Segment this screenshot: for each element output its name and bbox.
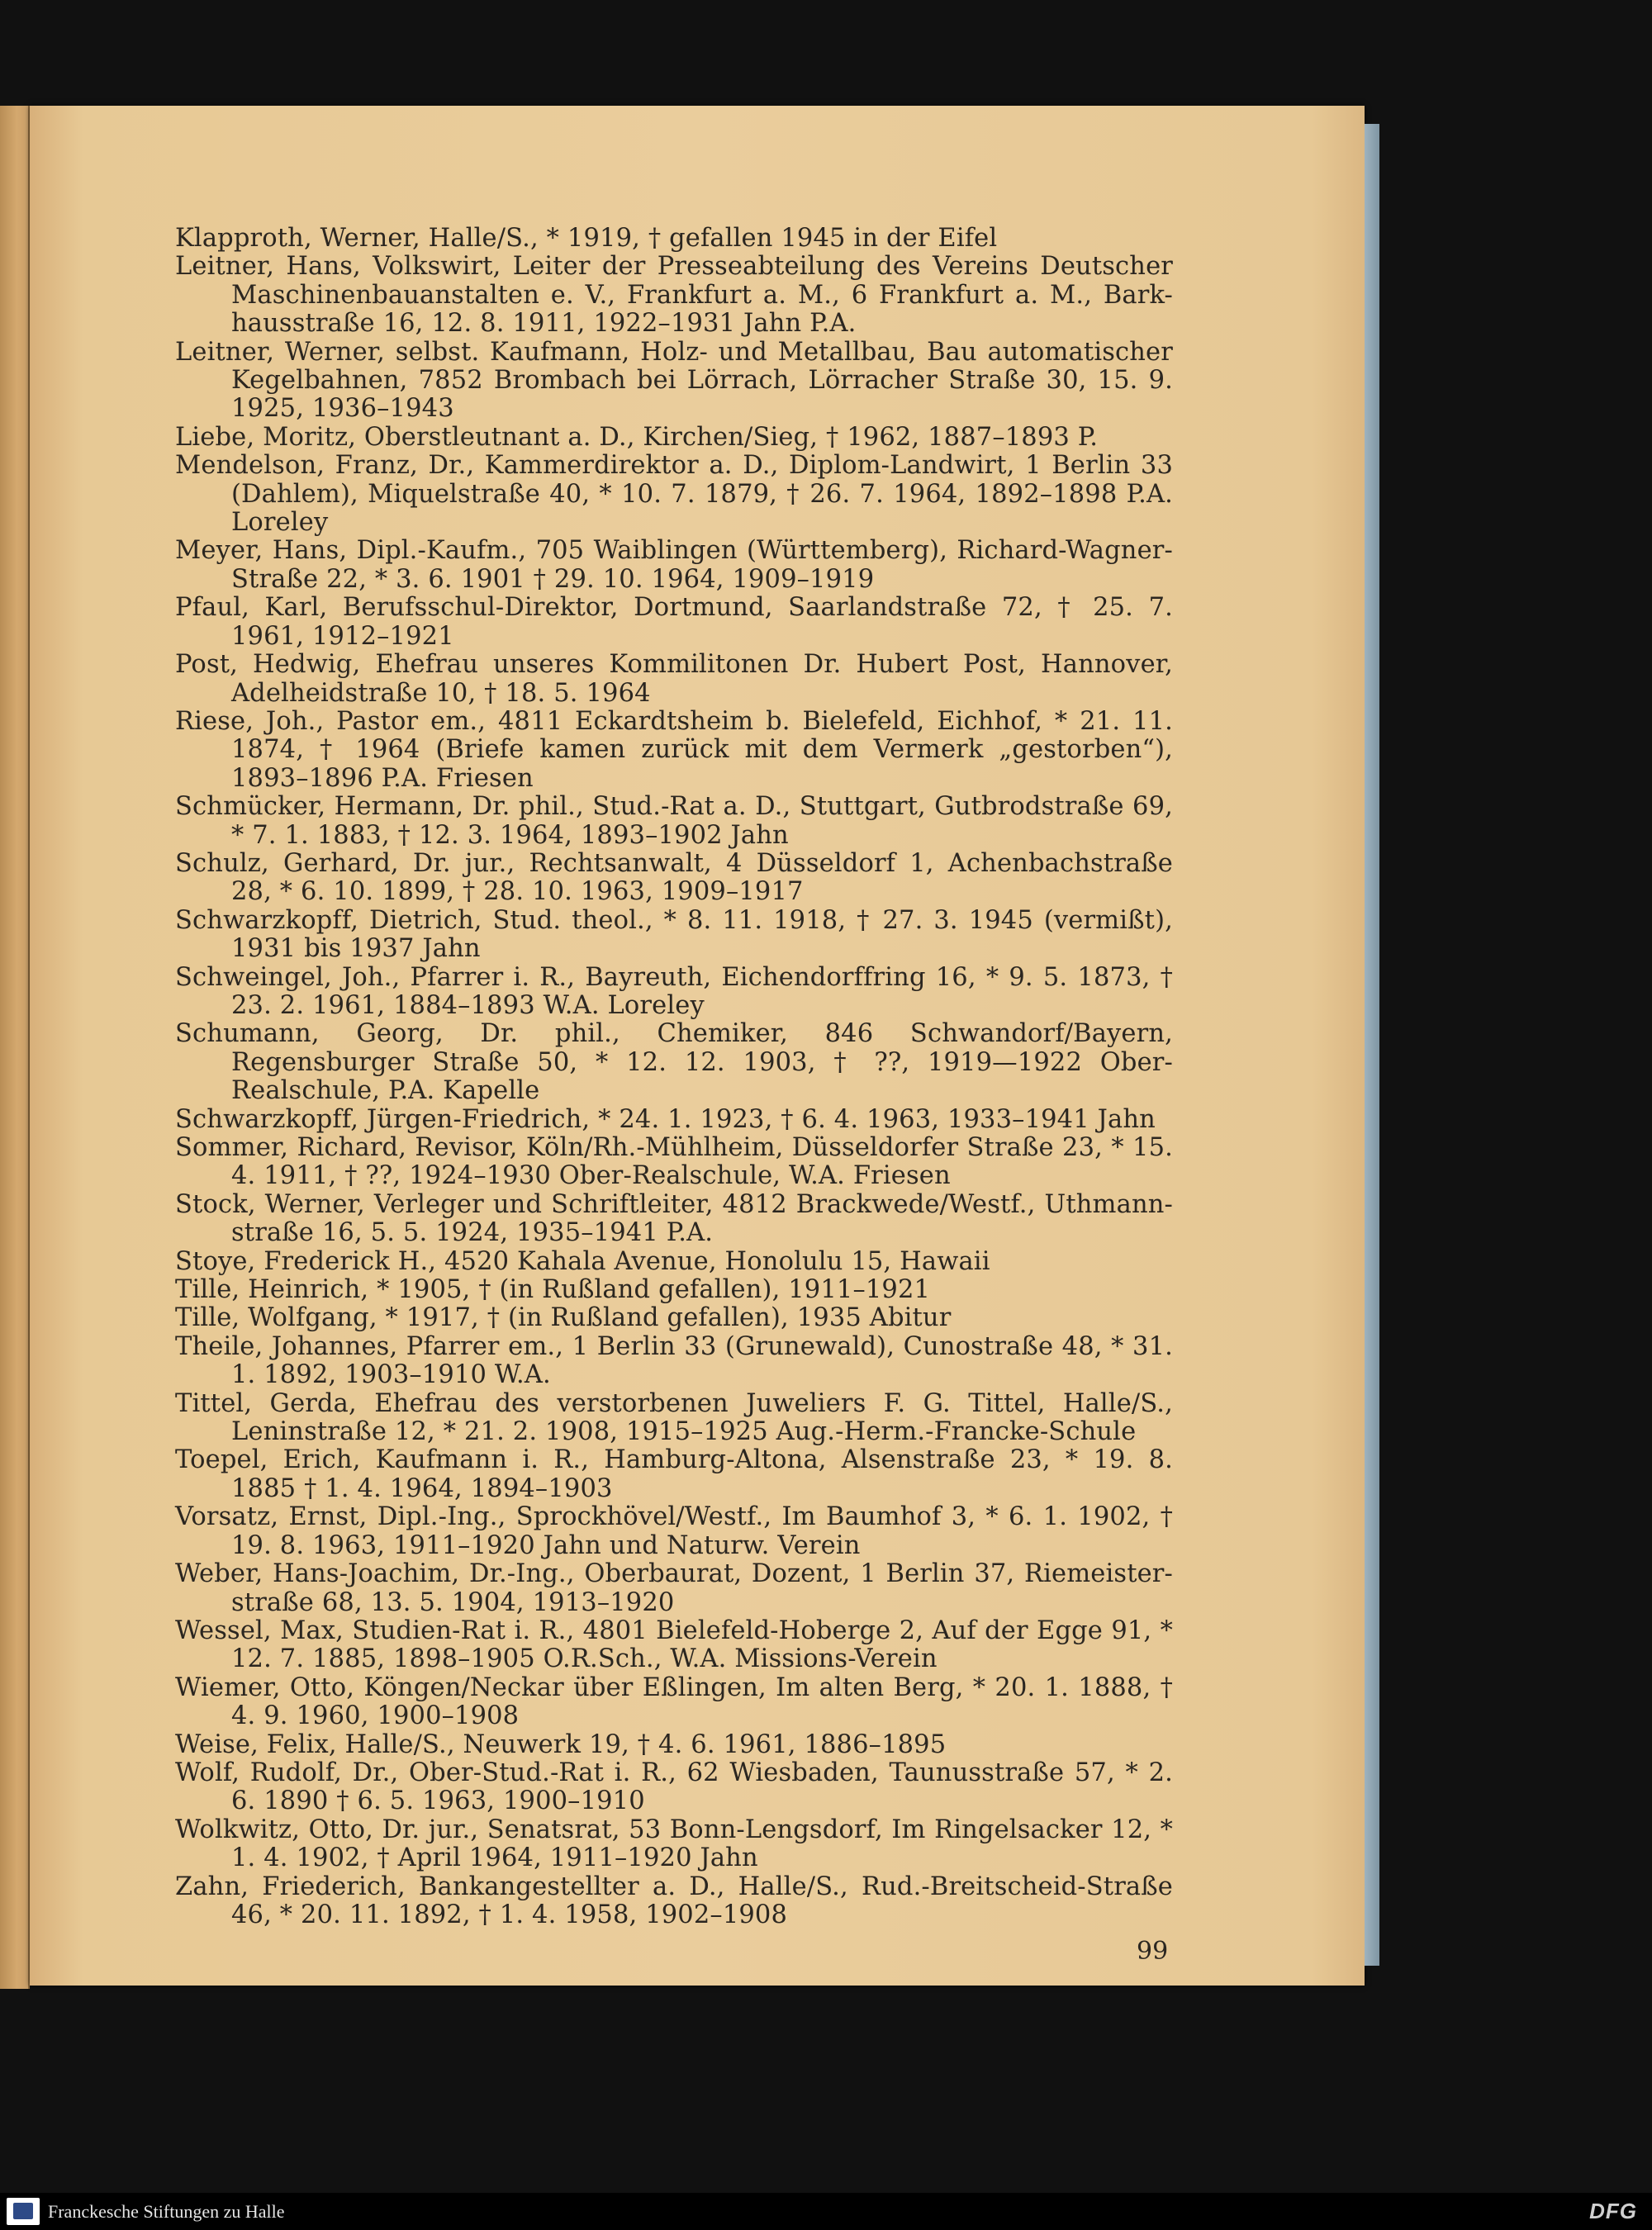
list-entry: Wolkwitz, Otto, Dr. jur., Senatsrat, 53 Bonn-Lengsdorf, Im Ringelsacker 12, * 1. 4. 1902, † April 1964, 1911–1920 Jahn <box>175 1815 1173 1873</box>
institution-logo-icon <box>7 2198 40 2225</box>
list-entry: Tille, Heinrich, * 1905, † (in Rußland gefallen), 1911–1921 <box>175 1275 931 1305</box>
list-entry: Weise, Felix, Halle/S., Neuwerk 19, † 4. 6. 1961, 1886–1895 <box>175 1729 947 1759</box>
list-entry: Leitner, Werner, selbst. Kaufmann, Holz- und Metallbau, Bau automatischer Kegelbahnen, 7852 Brombach bei Lörrach, Lörracher Straße 30, 15. 9. 1925, 1936–1943 <box>175 337 1173 424</box>
viewer-footer <box>0 2193 1652 2230</box>
dfg-logo: DFG <box>1589 2199 1637 2223</box>
list-entry: Sommer, Richard, Revisor, Köln/Rh.-Mühlheim, Düsseldorfer Straße 23, * 15. 4. 1911, † ??, 1924–1930 Ober-Realschule, W.A. Friesen <box>175 1133 1173 1191</box>
list-entry: Klapproth, Werner, Halle/S., * 1919, † gefallen 1945 in der Eifel <box>175 224 998 253</box>
list-entry: Schumann, Georg, Dr. phil., Chemiker, 846 Schwandorf/Bayern, Regensburger Straße 50, * 12. 12. 1903, † ??, 1919—1922 Ober-Realschule, P.A. Kapelle <box>175 1019 1173 1106</box>
member-list <box>175 225 1173 1929</box>
list-entry: Wessel, Max, Studien-Rat i. R., 4801 Bielefeld-Hoberge 2, Auf der Egge 91, * 12. 7. 1885, 1898–1905 O.R.Sch., W.A. Missions-Verein <box>175 1616 1173 1674</box>
list-entry: Pfaul, Karl, Berufsschul-Direktor, Dortmund, Saarlandstraße 72, † 25. 7. 1961, 1912–1921 <box>175 593 1173 651</box>
list-entry: Stock, Werner, Verleger und Schriftleiter, 4812 Brackwede/Westf., Uthmann-straße 16, 5. 5. 1924, 1935–1941 P.A. <box>175 1189 1173 1248</box>
list-entry: Mendelson, Franz, Dr., Kammerdirektor a. D., Diplom-Landwirt, 1 Berlin 33 (Dahlem), Miquelstraße 40, * 10. 7. 1879, † 26. 7. 1964, 1892–1898 P.A. Loreley <box>175 451 1173 538</box>
list-entry: Toepel, Erich, Kaufmann i. R., Hamburg-Altona, Alsenstraße 23, * 19. 8. 1885 † 1. 4. 1964, 1894–1903 <box>175 1445 1173 1503</box>
right-page-edge <box>1365 124 1379 1966</box>
list-entry: Schweingel, Joh., Pfarrer i. R., Bayreuth, Eichendorffring 16, * 9. 5. 1873, † 23. 2. 1961, 1884–1893 W.A. Loreley <box>175 962 1173 1020</box>
list-entry: Tille, Wolfgang, * 1917, † (in Rußland gefallen), 1935 Abitur <box>175 1303 952 1333</box>
list-entry: Leitner, Hans, Volkswirt, Leiter der Presseabteilung des Vereins Deutscher Maschinenbauanstalten e. V., Frankfurt a. M., 6 Frankfurt a. M., Bark-hausstraße 16, 12. 8. 1911, 1922–1931 Jahn P.A. <box>175 252 1173 339</box>
list-entry: Meyer, Hans, Dipl.-Kaufm., 705 Waiblingen (Württemberg), Richard-Wagner-Straße 22, * 3. 6. 1901 † 29. 10. 1964, 1909–1919 <box>175 536 1173 594</box>
list-entry: Tittel, Gerda, Ehefrau des verstorbenen Juweliers F. G. Tittel, Halle/S., Leninstraße 12, * 21. 2. 1908, 1915–1925 Aug.-Herm.-Francke-Schule <box>175 1388 1173 1447</box>
list-entry: Theile, Johannes, Pfarrer em., 1 Berlin 33 (Grunewald), Cunostraße 48, * 31. 1. 1892, 1903–1910 W.A. <box>175 1331 1173 1390</box>
list-entry: Vorsatz, Ernst, Dipl.-Ing., Sprockhövel/Westf., Im Baumhof 3, * 6. 1. 1902, † 19. 8. 1963, 1911–1920 Jahn und Naturw. Verein <box>175 1502 1173 1560</box>
list-entry: Schulz, Gerhard, Dr. jur., Rechtsanwalt, 4 Düsseldorf 1, Achenbachstraße 28, * 6. 10. 1899, † 28. 10. 1963, 1909–1917 <box>175 848 1173 907</box>
left-page-edge <box>0 106 30 1989</box>
list-entry: Wiemer, Otto, Köngen/Neckar über Eßlingen, Im alten Berg, * 20. 1. 1888, † 4. 9. 1960, 1900–1908 <box>175 1672 1173 1731</box>
list-entry: Weber, Hans-Joachim, Dr.-Ing., Oberbaurat, Dozent, 1 Berlin 37, Riemeister-straße 68, 13. 5. 1904, 1913–1920 <box>175 1559 1173 1617</box>
list-entry: Zahn, Friederich, Bankangestellter a. D., Halle/S., Rud.-Breitscheid-Straße 46, * 20. 11. 1892, † 1. 4. 1958, 1902–1908 <box>175 1872 1173 1929</box>
institution-name: Franckesche Stiftungen zu Halle <box>48 2201 285 2222</box>
list-entry: Wolf, Rudolf, Dr., Ober-Stud.-Rat i. R., 62 Wiesbaden, Taunusstraße 57, * 2. 6. 1890 † 6. 5. 1963, 1900–1910 <box>175 1758 1173 1816</box>
list-entry: Schwarzkopff, Dietrich, Stud. theol., * 8. 11. 1918, † 27. 3. 1945 (vermißt), 1931 bis 1937 Jahn <box>175 905 1173 964</box>
list-entry: Post, Hedwig, Ehefrau unseres Kommilitonen Dr. Hubert Post, Hannover, Adelheidstraße 10, † 18. 5. 1964 <box>175 650 1173 708</box>
list-entry: Riese, Joh., Pastor em., 4811 Eckardtsheim b. Bielefeld, Eichhof, * 21. 11. 1874, † 1964 (Briefe kamen zurück mit dem Vermerk „gestorben“), 1893–1896 P.A. Friesen <box>175 706 1173 793</box>
page-number: 99 <box>1137 1937 1169 1966</box>
list-entry: Schwarzkopff, Jürgen-Friedrich, * 24. 1. 1923, † 6. 4. 1963, 1933–1941 Jahn <box>175 1104 1156 1134</box>
list-entry: Schmücker, Hermann, Dr. phil., Stud.-Rat a. D., Stuttgart, Gutbrodstraße 69, * 7. 1. 1883, † 12. 3. 1964, 1893–1902 Jahn <box>175 792 1173 850</box>
list-entry: Stoye, Frederick H., 4520 Kahala Avenue, Honolulu 15, Hawaii <box>175 1246 990 1276</box>
list-entry: Liebe, Moritz, Oberstleutnant a. D., Kirchen/Sieg, † 1962, 1887–1893 P. <box>175 422 1099 452</box>
